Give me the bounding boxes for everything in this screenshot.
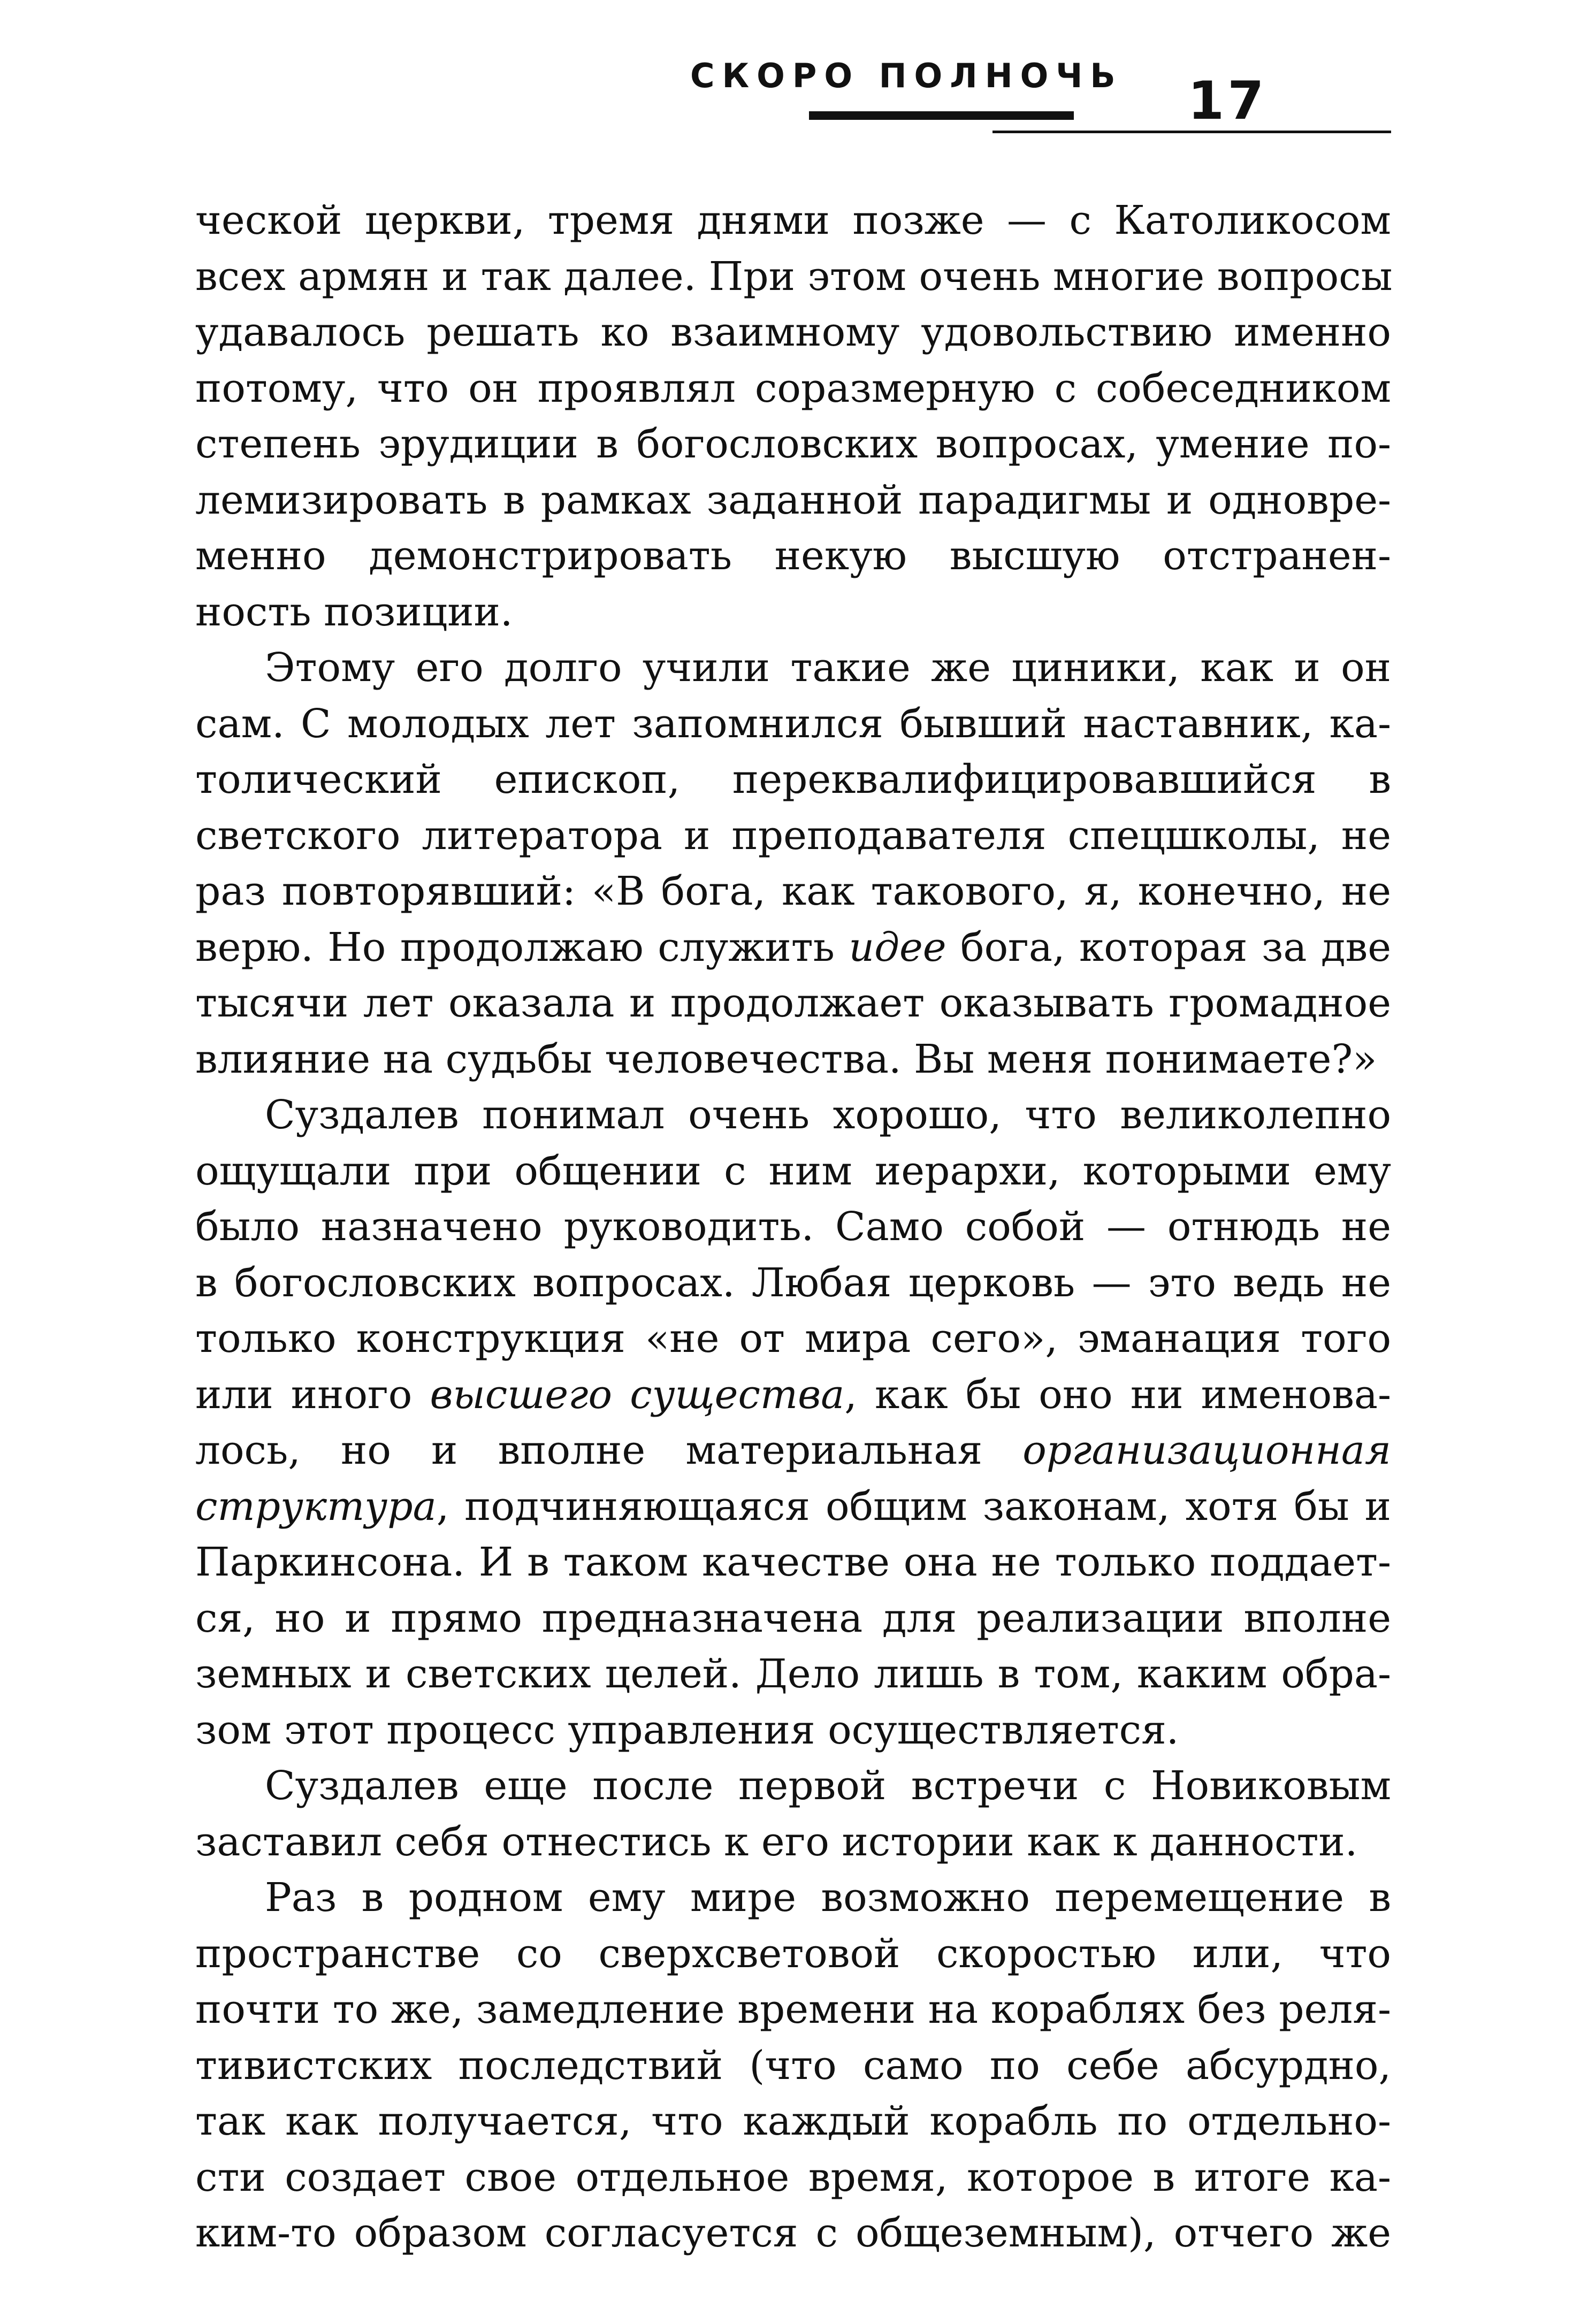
italic-emphasis: организационная	[1022, 1427, 1391, 1473]
text-line: ким-то образом согласуется с общеземным), отчего же	[195, 2210, 1391, 2256]
text-line: Этому его долго учили такие же циники, как и он	[265, 645, 1391, 691]
text-line	[195, 920, 1391, 976]
text-line: менно демонстрировать некую высшую отстранен-	[195, 533, 1391, 579]
text-line: заставил себя отнестись к его истории как к данности.	[195, 1818, 1358, 1865]
text-line: пространстве со сверхсветовой скоростью или, что	[195, 1930, 1391, 1977]
text-run: или иного	[195, 1371, 430, 1418]
text-run: лось, но и вполне материальная	[195, 1427, 1023, 1473]
text-line: зом этот процесс управления осуществляется.	[195, 1707, 1179, 1753]
text-line: Суздалев понимал очень хорошо, что великолепно	[265, 1092, 1391, 1138]
text-line: потому, что он проявлял соразмерную с собеседником	[195, 365, 1391, 411]
italic-emphasis: идее	[849, 924, 946, 970]
text-line: удавалось решать ко взаимному удовольствию именно	[195, 309, 1391, 355]
text-line: только конструкция «не от мира сего», эманация того	[195, 1316, 1391, 1362]
text-line: всех армян и так далее. При этом очень многие вопросы	[195, 253, 1393, 300]
text-line: светского литератора и преподавателя спецшколы, не	[195, 812, 1391, 859]
text-line: так как получается, что каждый корабль по отдельно-	[195, 2098, 1391, 2144]
text-line: почти то же, замедление времени на кораблях без реля-	[195, 1986, 1391, 2032]
text-line: Суздалев еще после первой встречи с Новиковым	[265, 1763, 1391, 1809]
text-run: , подчиняющаяся общим законам, хотя бы и	[436, 1483, 1391, 1530]
text-line: раз повторявший: «В бога, как такового, я, конечно, не	[195, 868, 1391, 914]
text-line: тивистских последствий (что само по себе абсурдно,	[195, 2042, 1391, 2089]
italic-emphasis: структура	[195, 1483, 437, 1530]
text-line	[195, 1423, 1391, 1479]
text-line: ность позиции.	[195, 588, 513, 635]
text-run: верю. Но продолжаю служить	[195, 924, 849, 970]
text-line: Раз в родном ему мире возможно перемещение в	[265, 1875, 1391, 1921]
text-line: тысячи лет оказала и продолжает оказывать громадное	[195, 980, 1391, 1026]
text-line	[195, 1479, 1391, 1535]
body-text	[195, 193, 1391, 2261]
text-line: было назначено руководить. Само собой — отнюдь не	[195, 1204, 1391, 1250]
text-line: лемизировать в рамках заданной парадигмы и одновре-	[195, 477, 1391, 523]
text-line: ощущали при общении с ним иерархи, которыми ему	[195, 1148, 1391, 1194]
page-number: 17	[1188, 71, 1268, 132]
text-line: степень эрудиции в богословских вопросах, умение по-	[195, 421, 1391, 467]
text-run: , как бы оно ни именова-	[844, 1371, 1391, 1418]
italic-emphasis: высшего существа	[430, 1371, 845, 1418]
text-line: в богословских вопросах. Любая церковь — это ведь не	[195, 1259, 1391, 1306]
text-line: влияние на судьбы человечества. Вы меня понимаете?»	[195, 1036, 1377, 1082]
text-line: толический епископ, переквалифицировавшийся в	[195, 756, 1391, 802]
text-line: ческой церкви, тремя днями позже — с Католикосом	[195, 197, 1391, 243]
text-line: земных и светских целей. Дело лишь в том, каким обра-	[195, 1651, 1391, 1697]
text-line: Паркинсона. И в таком качестве она не только поддает-	[195, 1539, 1391, 1585]
running-header-title: СКОРО ПОЛНОЧЬ	[690, 56, 1123, 95]
text-line: сти создает свое отдельное время, которое в итоге ка-	[195, 2154, 1391, 2200]
text-line	[195, 1367, 1391, 1423]
header-decorative-rule	[809, 111, 1074, 120]
text-run: бога, которая за две	[946, 924, 1391, 970]
text-line: ся, но и прямо предназначена для реализации вполне	[195, 1595, 1391, 1641]
text-line: сам. С молодых лет запомнился бывший наставник, ка-	[195, 700, 1391, 747]
